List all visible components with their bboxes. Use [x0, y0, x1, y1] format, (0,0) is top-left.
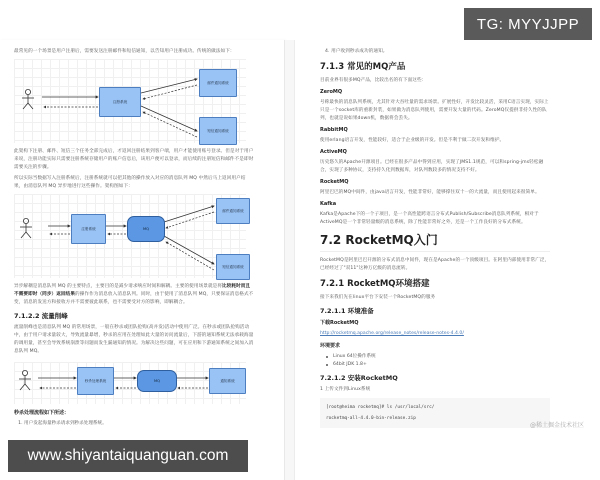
paragraph: 1 上传文件到Linux系统: [320, 387, 371, 392]
registration-system-box: 注册系统: [99, 87, 141, 117]
right-page: [294, 40, 600, 480]
intro-paragraph: 最常见的一个场景是用户注册后，需要发送注册邮件和短信通知，以告知用户注册成功。传统的做法如下：: [14, 49, 235, 54]
sync-registration-diagram: [14, 59, 246, 143]
product-desc: Kafka是Apache下的一个子项目，是一个高性能跨语言分布式Publish/Subscribe消息队列系统，相对于ActiveMQ是一个非常轻量级的消息系统，除了性能非常好之外，还是一个工作良好的分布式系统。: [320, 212, 539, 225]
product-name: ZeroMQ: [320, 89, 343, 95]
paragraph: 此架构下注册、邮件、短信三个任务全部完成后，才返回注册结果到客户端，用户才能使用账号登录。但是对于用户来说，注册功能实际只需要注册系统存储用户的账户信息后，该用户便可以登录，而后续的注册短信和邮件不是即时需要关注的步骤。: [14, 149, 254, 170]
heading-7-2-1-2: 7.2.1.2 安装RocketMQ: [320, 374, 398, 382]
tg-watermark-banner: TG: MYYJJPP: [464, 8, 592, 40]
flow-list: [24, 420, 254, 428]
user-actor-icon: [17, 370, 33, 396]
product-desc: 号称最快的消息队列系统，尤其针对大吞吐量的需求场景。扩展性好，开发比较灵活，采用C语言实现，实际上只是一个socket库的重新封装，如果做为消息队列使用，需要开发大量的代码。ZeroMQ仅提供非持久性的队列，也就是说如果down机，数据将会丢失。: [320, 100, 549, 121]
user-actor-icon: [18, 218, 34, 244]
list-item: Linux 64位操作系统: [326, 353, 550, 361]
sms-notify-box: 短信通知系统: [199, 117, 237, 145]
paragraph: 所以实际当数据写入注册系统后，注册系统就可以把其他的操作放入对应的消息队列 MQ 中然后马上返回用户结果，由消息队列 MQ 异步地进行这些操作。架构图如下：: [14, 176, 246, 189]
download-label: 下载RocketMQ: [320, 320, 359, 326]
heading-7-2-1-1: 7.2.1.1 环境准备: [320, 307, 374, 315]
env-label: 环境要求: [320, 343, 341, 349]
left-page: [0, 40, 285, 480]
async-mq-diagram: [14, 194, 246, 278]
product-desc: 使用erlang语言开发，性能较好，适合于企业级的开发。但是不利于做二次开发和维护。: [320, 138, 505, 143]
product-name: Kafka: [320, 201, 337, 207]
product-name: RabbitMQ: [320, 127, 348, 133]
peak-shaving-diagram: [14, 362, 246, 404]
heading-7-2-1: 7.2.1 RocketMQ环境搭建: [320, 279, 430, 289]
page-gutter: [285, 40, 294, 480]
flow-heading: 秒杀处理流程如下所述：: [14, 410, 70, 416]
bold-text: 比较耗时而且不需要即时（同步）返回结果: [14, 284, 251, 297]
notify-system-box: 通知系统: [209, 368, 246, 394]
heading-7-2: 7.2 RocketMQ入门: [320, 231, 550, 252]
list-item: 64bit JDK 1.8+: [326, 361, 550, 369]
seckill-system-box: 秒杀处理系统: [77, 367, 114, 395]
download-link[interactable]: http://rocketmq.apache.org/release_notes/release-notes-4.4.0/: [320, 331, 464, 336]
mq-queue-cylinder: MQ: [127, 216, 165, 242]
code-line: [root@heima rocketmq]# ls /usr/local/src/: [326, 405, 435, 410]
paragraph: 流量削峰也是消息队列 MQ 的常用场景，一般在秒杀或团队抢购(高并发)活动中使用广泛。在秒杀或团队抢购活动中，由于用户请求量较大，导致流量暴增，秒杀的应用在处理如此大量的访问流量后，下游的通知系统无法承载海量的调用量，甚至会导致系统崩溃等问题而发生漏通知的情况。为解决这些问题，可在应用和下游通知系统之间加入消息队列 MQ。: [14, 325, 254, 354]
paragraph: 目前业界有很多MQ产品，比较出名的有下面这些：: [320, 78, 427, 83]
list-item: 4. 用户收到秒杀成功的通知。: [325, 49, 388, 54]
env-list: [326, 353, 550, 369]
product-name: RocketMQ: [320, 179, 349, 185]
email-notify-box: 邮件通知系统: [216, 198, 250, 224]
product-desc: 阿里巴巴的MQ中间件，由java语言开发，性能非常好，能够撑住双十一的大流量，而且使用起来很简单。: [320, 190, 540, 195]
product-name: ActiveMQ: [320, 149, 347, 155]
user-actor-icon: [20, 89, 36, 115]
code-line: rocketmq-all-4.4.0-bin-release.zip: [326, 416, 416, 421]
heading-7-1-3: 7.1.3 常见的MQ产品: [320, 62, 406, 72]
heading-7-1-2-2: 7.1.2.2 流量削峰: [14, 312, 68, 320]
registration-system-box: 注册系统: [71, 214, 106, 244]
sms-notify-box: 短信通知系统: [216, 254, 250, 280]
url-watermark-banner: www.shiyantaiquanguan.com: [8, 440, 248, 472]
product-desc: 历史悠久的Apache开源项目。已经在很多产品中得到应用，实现了JMS1.1规范，可以和spring-jms轻松融合，实现了多种协议，支持持久化到数据库，对队列数较多的情况支持不好。: [320, 160, 544, 173]
juejin-watermark: @稀土掘金技术社区: [529, 422, 584, 429]
paragraph: 接下来我们先在linux平台下安装一个RocketMQ的服务: [320, 295, 436, 300]
email-notify-box: 邮件通知系统: [199, 69, 237, 97]
mq-queue-cylinder: MQ: [137, 370, 177, 392]
list-item: 1. 用户发起海量秒杀请求到秒杀处理系统。: [24, 420, 254, 428]
paragraph: 异步解耦是消息队列 MQ 的主要特点，主要目的是减少请求响应时间和解耦。主要的使用场景就是将比较耗时而且不需要即时（同步）返回结果的操作作为消息放入消息队列。同时，由于使用了消息队列 MQ，只要保证消息格式不变，消息的发送方和接收方并不需要彼此联系，也不需要受对方的影响，即解耦合。: [14, 284, 254, 305]
paragraph: RocketMQ是阿里巴巴开源的分布式消息中间件，现在是Apache的一个顶级项目。在阿里内部使用非常广泛，已经经过了"双11"这种万亿级的消息流转。: [320, 258, 550, 271]
code-block: [320, 398, 550, 428]
